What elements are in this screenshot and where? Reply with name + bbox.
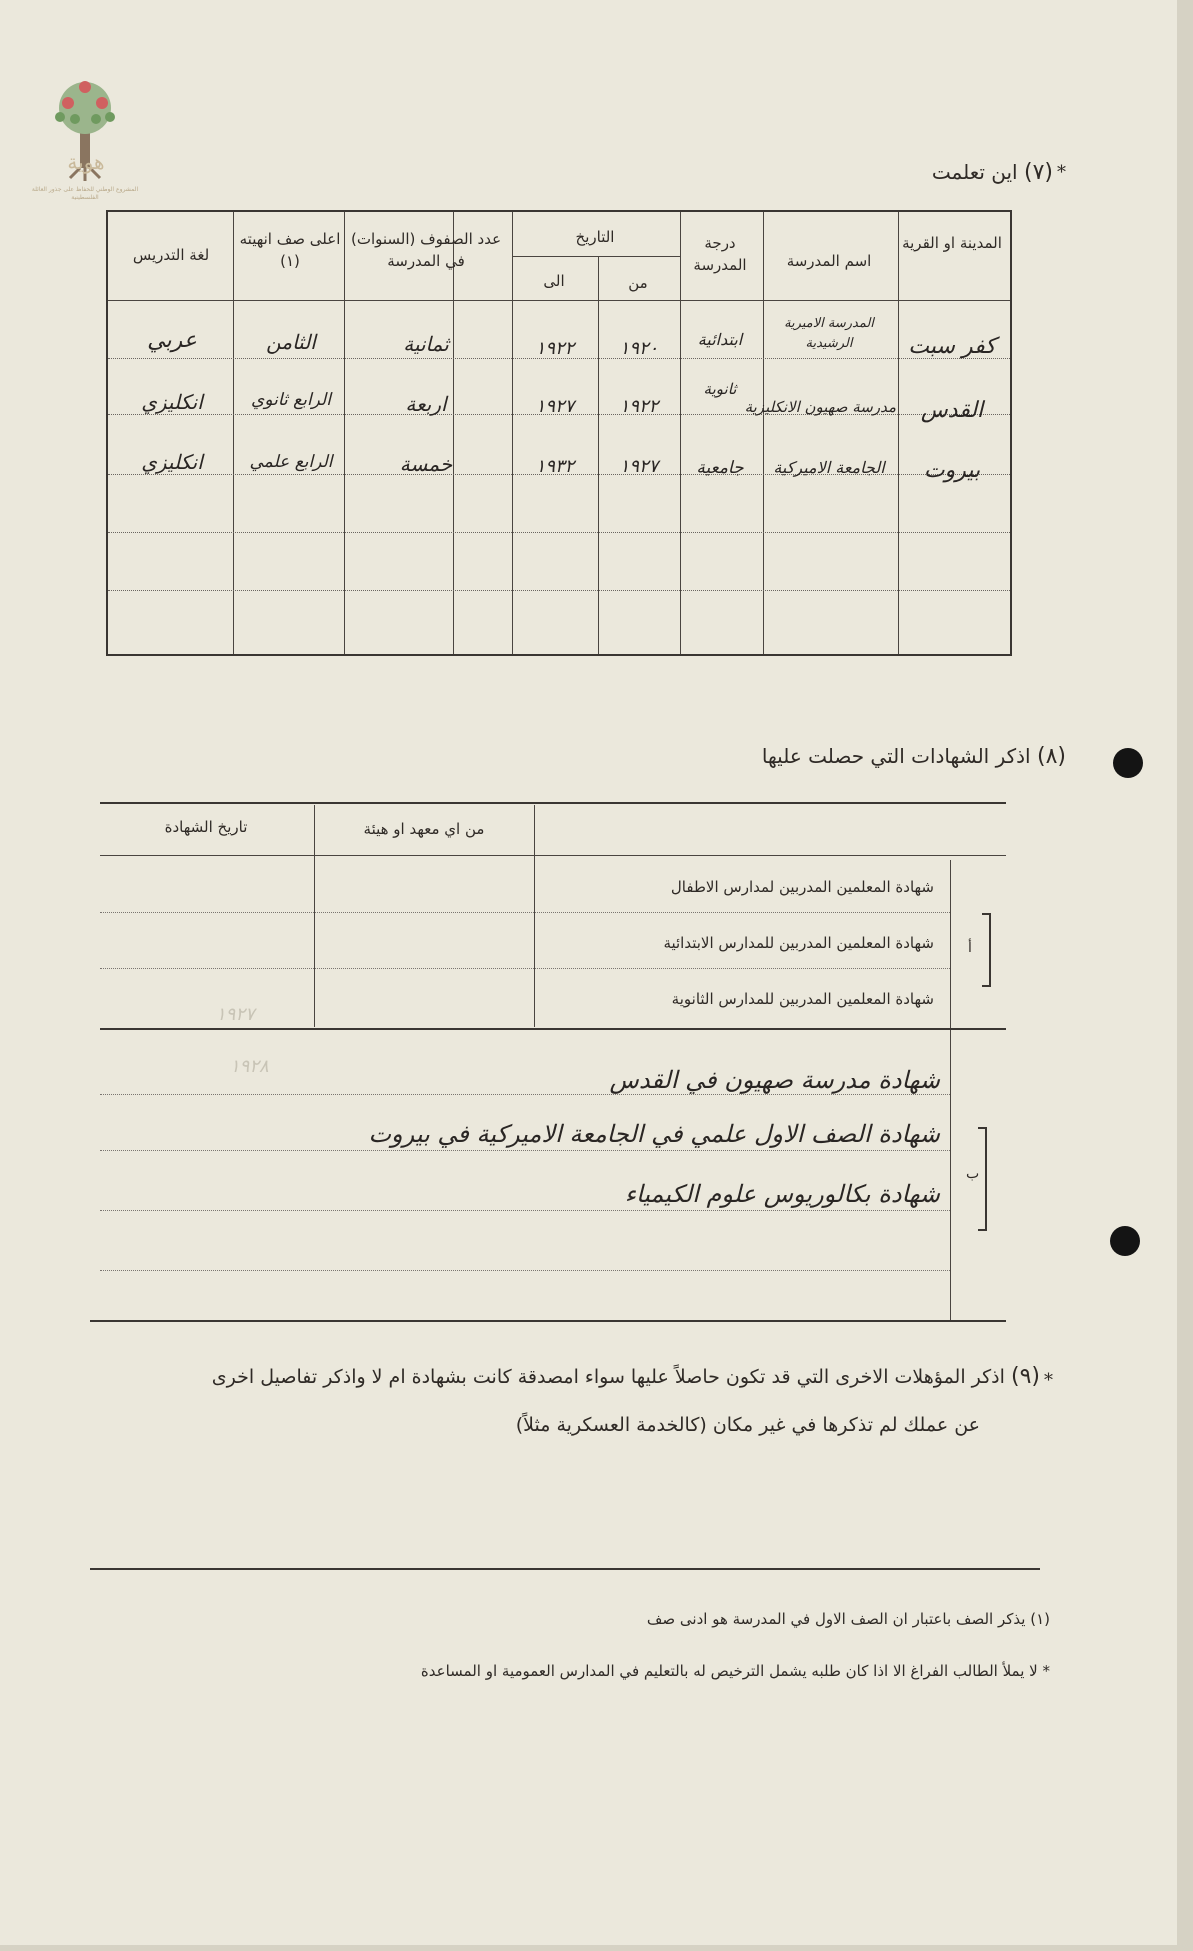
section9-text: اذكر المؤهلات الاخرى التي قد تكون حاصلاً عليها سواء امصدقة كانت بشهادة ام لا واذكر تفاصيل اخرى [211, 1366, 1005, 1388]
footnote-1 [520, 1610, 1050, 1628]
punch-hole [1113, 748, 1143, 778]
group-a-rule [100, 1028, 1006, 1030]
section9-number: (٩) [1010, 1364, 1040, 1389]
column-divider [314, 805, 315, 1027]
certificate-elementary: شهادة المعلمين المدربين للمدارس الابتدائية [663, 934, 934, 952]
cell-level: ابتدائية [697, 330, 743, 349]
row-rule [100, 912, 950, 913]
header-highest: اعلى صف انهيته (١) [239, 230, 341, 270]
section8-heading [700, 744, 1066, 769]
faint-mark: ١٩٢٨ [230, 1056, 269, 1077]
header-school: اسم المدرسة [786, 252, 872, 270]
header-level: درجة المدرسة [693, 234, 747, 274]
bracket-icon [976, 910, 1000, 990]
table-top-rule [100, 802, 1006, 804]
cell-school: الجامعة الاميركية [773, 458, 885, 477]
section8-bottom-rule [90, 1320, 1006, 1322]
logo-text: هوية [67, 150, 105, 174]
header-city: المدينة او القرية [902, 234, 1002, 252]
section8-number: (٨) [1036, 744, 1066, 769]
cell-language: عربي [147, 328, 197, 353]
logo-subtitle: المشروع الوطني للحفاظ على جذور العائلة الفلسطينية [31, 186, 139, 201]
row-rule [100, 1210, 950, 1211]
cell-to: ١٩٣٢ [535, 456, 575, 477]
page-edge [1177, 0, 1193, 1951]
cell-years: ثمانية [403, 332, 449, 356]
faint-mark: ١٩٢٧ [216, 1004, 255, 1025]
section7-number: (٧) [1023, 160, 1053, 185]
cell-from: ١٩٢٢ [619, 396, 659, 417]
footnote-2 [300, 1662, 1050, 1680]
footnote-2-star: * [1042, 1662, 1050, 1680]
header-language: لغة التدريس [132, 246, 210, 264]
cell-years: خمسة [399, 452, 453, 476]
header-date-to: الى [543, 272, 565, 290]
footnote-1-number: (١) [1030, 1610, 1050, 1628]
header-date: التاريخ [575, 228, 615, 246]
cell-city: القدس [920, 398, 984, 423]
cell-city: كفر سبت [908, 334, 996, 359]
page-edge-bottom [0, 1945, 1193, 1951]
cell-language: انكليزي [141, 390, 203, 414]
cell-school: مدرسة صهيون الانكليزية [744, 398, 896, 416]
handwritten-certificate: شهادة مدرسة صهيون في القدس [609, 1066, 940, 1094]
header-date-from: من [628, 274, 648, 292]
handwritten-certificate: شهادة بكالوريوس علوم الكيمياء [624, 1180, 940, 1208]
header-institution: من اي معهد او هيئة [363, 820, 485, 838]
table-header-rule [100, 855, 1006, 856]
required-star: * [1044, 1370, 1053, 1391]
cell-from: ١٩٢٠ [619, 338, 659, 359]
row-rule [100, 968, 950, 969]
section9-line1 [86, 1364, 1040, 1389]
cell-highest: الرابع ثانوي [251, 390, 331, 410]
certificate-kindergarten: شهادة المعلمين المدربين لمدارس الاطفال [670, 878, 934, 896]
cell-city: بيروت [923, 458, 981, 483]
row-rule [100, 1094, 950, 1095]
column-divider [950, 860, 951, 1028]
header-years: عدد الصفوف (السنوات) في المدرسة [350, 230, 502, 270]
row-rule [100, 1270, 950, 1271]
footnote-2-text: لا يملأ الطالب الفراغ الا اذا كان طلبه يشمل الترخيص له بالتعليم في المدارس العمومية او المساعدة [420, 1662, 1038, 1680]
group-a-label: أ [968, 940, 972, 956]
cell-school: المدرسة الاميرية الرشيدية [784, 316, 874, 351]
header-cert-date: تاريخ الشهادة [164, 818, 248, 836]
footnote-rule [90, 1568, 1040, 1570]
cell-level: جامعية [696, 458, 744, 478]
section7-heading [908, 160, 1053, 185]
group-b-label: ب [966, 1166, 980, 1182]
punch-hole [1110, 1226, 1140, 1256]
cell-highest: الثامن [266, 330, 316, 354]
row-rule [100, 1150, 950, 1151]
cell-years: اربعة [405, 392, 447, 416]
tree-logo-icon [30, 48, 140, 208]
section8-title: اذكر الشهادات التي حصلت عليها [761, 744, 1031, 768]
column-divider [534, 805, 535, 1027]
section7-title: اين تعلمت [931, 160, 1018, 184]
cell-from: ١٩٢٧ [619, 456, 659, 477]
footnote-1-text: يذكر الصف باعتبار ان الصف الاول في المدرسة هو ادنى صف [646, 1610, 1026, 1628]
column-divider [950, 1030, 951, 1320]
cell-highest: الرابع علمي [249, 452, 333, 472]
cell-to: ١٩٢٧ [535, 396, 575, 417]
certificate-secondary: شهادة المعلمين المدربين للمدارس الثانوية [671, 990, 934, 1008]
required-star: * [1057, 162, 1066, 183]
handwritten-certificate: شهادة الصف الاول علمي في الجامعة الاميركية في بيروت [368, 1120, 940, 1148]
section9-line2: عن عملك لم تذكرها في غير مكان (كالخدمة العسكرية مثلاً) [515, 1414, 980, 1436]
cell-language: انكليزي [141, 450, 203, 474]
cell-level: ثانوية [703, 380, 737, 398]
cell-to: ١٩٢٢ [535, 338, 575, 359]
